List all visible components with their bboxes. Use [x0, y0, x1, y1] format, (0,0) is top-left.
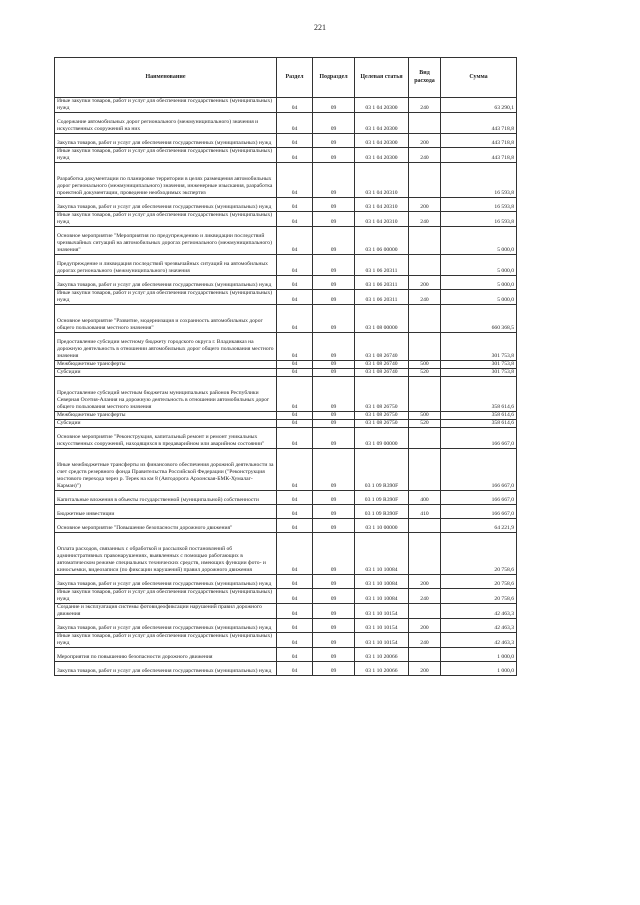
cell-summa: 5 000,0: [441, 276, 517, 290]
cell-statya: 03 1 04 20300: [355, 113, 409, 134]
cell-razdel: 04: [277, 533, 313, 575]
cell-podrazdel: 09: [313, 449, 355, 491]
cell-vid: [409, 255, 441, 276]
header-razdel: Раздел: [277, 58, 313, 98]
cell-razdel: 04: [277, 648, 313, 662]
cell-podrazdel: 09: [313, 428, 355, 449]
cell-statya: 03 1 10 20066: [355, 662, 409, 676]
cell-vid: 240: [409, 290, 441, 305]
cell-vid: [409, 648, 441, 662]
cell-summa: 42 463,3: [441, 619, 517, 633]
cell-vid: 200: [409, 134, 441, 148]
cell-statya: 03 1 10 20066: [355, 648, 409, 662]
cell-summa: 358 614,6: [441, 412, 517, 420]
cell-name: Закупка товаров, работ и услуг для обеспечения государственных (муниципальных) нужд: [55, 134, 277, 148]
cell-podrazdel: 09: [313, 305, 355, 333]
cell-vid: 520: [409, 369, 441, 377]
cell-razdel: 04: [277, 412, 313, 420]
cell-name: Иные межбюджетные трансферты из финансового обеспечения дорожной деятельности за счет средств резервного фонда Правительства Российской Федерации ("Реконструкция мостового перехода через р. Терек на км 8 (Автодорога Архонская-БМК-Хумалаг-Карман)"): [55, 449, 277, 491]
cell-vid: [409, 377, 441, 412]
table-row: [55, 377, 517, 412]
cell-name: Предоставление субсидий местным бюджетам муниципальных районов Республики Северная Осетия-Алания на дорожную деятельность в отношении автомобильных дорог общего пользования местного значения: [55, 377, 277, 412]
cell-vid: 240: [409, 212, 441, 227]
cell-podrazdel: 09: [313, 377, 355, 412]
cell-summa: 660 368,5: [441, 305, 517, 333]
cell-statya: 03 1 04 20300: [355, 98, 409, 113]
budget-table: [54, 57, 517, 676]
cell-summa: 5 000,0: [441, 227, 517, 255]
cell-summa: 443 718,8: [441, 134, 517, 148]
table-row: [55, 212, 517, 227]
table-row: [55, 113, 517, 134]
cell-summa: 166 667,0: [441, 491, 517, 505]
cell-statya: 03 1 04 20310: [355, 212, 409, 227]
cell-razdel: 04: [277, 333, 313, 361]
page-number: 221: [314, 23, 326, 32]
table-row: [55, 227, 517, 255]
cell-summa: 16 593,8: [441, 163, 517, 198]
cell-name: Предоставление субсидии местному бюджету городского округа г. Владикавказ на дорожную деятельность в отношении автомобильных дорог общего пользования местного значения: [55, 333, 277, 361]
cell-summa: 443 718,8: [441, 148, 517, 163]
cell-razdel: 04: [277, 505, 313, 519]
cell-podrazdel: 09: [313, 333, 355, 361]
cell-podrazdel: 09: [313, 533, 355, 575]
cell-summa: 301 753,8: [441, 369, 517, 377]
cell-podrazdel: 09: [313, 589, 355, 604]
cell-vid: 240: [409, 589, 441, 604]
cell-name: Оплата расходов, связанных с обработкой и рассылкой постановлений об административных правонарушениях, выявленных с помощью работающих в автоматическом режиме специальных технических средств, имеющих функции фото- и киносъемки, видеозаписи (по фиксации нарушений) правил дорожного движения: [55, 533, 277, 575]
cell-statya: 03 1 08 26750: [355, 377, 409, 412]
cell-statya: 03 1 10 00000: [355, 519, 409, 533]
cell-summa: 20 758,6: [441, 589, 517, 604]
cell-podrazdel: 09: [313, 148, 355, 163]
cell-statya: 03 1 08 26740: [355, 361, 409, 369]
cell-summa: 301 753,8: [441, 333, 517, 361]
cell-podrazdel: 09: [313, 276, 355, 290]
cell-vid: 240: [409, 633, 441, 648]
cell-razdel: 04: [277, 491, 313, 505]
cell-razdel: 04: [277, 255, 313, 276]
cell-podrazdel: 09: [313, 412, 355, 420]
cell-vid: [409, 428, 441, 449]
cell-razdel: 04: [277, 227, 313, 255]
table-row: [55, 519, 517, 533]
cell-statya: 03 1 08 26740: [355, 333, 409, 361]
cell-name: Иные закупки товаров, работ и услуг для обеспечения государственных (муниципальных) нужд: [55, 633, 277, 648]
table-row: [55, 305, 517, 333]
cell-podrazdel: 09: [313, 98, 355, 113]
table-row: [55, 163, 517, 198]
cell-statya: 03 1 10 10154: [355, 633, 409, 648]
cell-razdel: 04: [277, 198, 313, 212]
cell-statya: 03 1 06 00000: [355, 227, 409, 255]
header-podrazdel: Подраздел: [313, 58, 355, 98]
table-row: [55, 575, 517, 589]
cell-podrazdel: 09: [313, 648, 355, 662]
cell-podrazdel: 09: [313, 662, 355, 676]
cell-statya: 03 1 04 20310: [355, 198, 409, 212]
cell-vid: 200: [409, 662, 441, 676]
cell-name: Бюджетные инвестиции: [55, 505, 277, 519]
cell-summa: 166 667,0: [441, 449, 517, 491]
cell-vid: 200: [409, 619, 441, 633]
cell-podrazdel: 09: [313, 361, 355, 369]
table-row: [55, 255, 517, 276]
cell-statya: 03 1 10 10084: [355, 575, 409, 589]
cell-podrazdel: 09: [313, 619, 355, 633]
table-row: [55, 420, 517, 428]
cell-name: Содержание автомобильных дорог регионального (межмуниципального) значения и искусственных сооружений на них: [55, 113, 277, 134]
cell-name: Мероприятия по повышению безопасности дорожного движения: [55, 648, 277, 662]
cell-podrazdel: 09: [313, 227, 355, 255]
cell-vid: 400: [409, 491, 441, 505]
cell-summa: 5 000,0: [441, 290, 517, 305]
cell-vid: 200: [409, 198, 441, 212]
cell-summa: 20 758,6: [441, 575, 517, 589]
table-row: [55, 648, 517, 662]
table-row: [55, 633, 517, 648]
cell-statya: 03 1 06 20311: [355, 276, 409, 290]
cell-name: Межбюджетные трансферты: [55, 361, 277, 369]
table-row: [55, 198, 517, 212]
cell-summa: 42 463,3: [441, 604, 517, 619]
cell-name: Иные закупки товаров, работ и услуг для обеспечения государственных (муниципальных) нужд: [55, 148, 277, 163]
cell-statya: 03 1 04 20300: [355, 134, 409, 148]
cell-summa: 166 667,0: [441, 505, 517, 519]
cell-name: Предупреждение и ликвидация последствий чрезвычайных ситуаций на автомобильных дорогах регионального (межмуниципального) значения: [55, 255, 277, 276]
cell-summa: 443 718,8: [441, 113, 517, 134]
cell-razdel: 04: [277, 519, 313, 533]
cell-name: Субсидии: [55, 420, 277, 428]
cell-razdel: 04: [277, 604, 313, 619]
cell-summa: 166 667,0: [441, 428, 517, 449]
table-row: [55, 290, 517, 305]
cell-vid: 240: [409, 98, 441, 113]
cell-vid: [409, 533, 441, 575]
cell-statya: 03 1 04 20300: [355, 148, 409, 163]
cell-statya: 03 1 09 R390F: [355, 491, 409, 505]
cell-name: Капитальные вложения в объекты государственной (муниципальной) собственности: [55, 491, 277, 505]
cell-vid: [409, 449, 441, 491]
cell-podrazdel: 09: [313, 420, 355, 428]
cell-summa: 1 000,0: [441, 662, 517, 676]
table-row: [55, 662, 517, 676]
cell-statya: 03 1 09 00000: [355, 428, 409, 449]
table-body: [55, 98, 517, 676]
cell-razdel: 04: [277, 575, 313, 589]
cell-razdel: 04: [277, 589, 313, 604]
cell-vid: 520: [409, 420, 441, 428]
cell-statya: 03 1 06 20311: [355, 255, 409, 276]
cell-razdel: 04: [277, 276, 313, 290]
cell-podrazdel: 09: [313, 604, 355, 619]
cell-vid: 410: [409, 505, 441, 519]
cell-vid: [409, 519, 441, 533]
cell-summa: 63 290,1: [441, 98, 517, 113]
cell-podrazdel: 09: [313, 198, 355, 212]
header-statya: Целевая статья: [355, 58, 409, 98]
cell-podrazdel: 09: [313, 163, 355, 198]
table-row: [55, 361, 517, 369]
cell-summa: 5 000,0: [441, 255, 517, 276]
cell-statya: 03 1 10 10154: [355, 604, 409, 619]
cell-razdel: 04: [277, 428, 313, 449]
cell-vid: [409, 227, 441, 255]
cell-vid: 240: [409, 148, 441, 163]
cell-statya: 03 1 08 26740: [355, 369, 409, 377]
cell-name: Разработка документации по планировке территории в целях размещения автомобильных дорог регионального (межмуниципального) значения, инженерные изыскания, разработка проектной документации, проведение необходимых экспертиз: [55, 163, 277, 198]
cell-summa: 358 614,6: [441, 377, 517, 412]
table-row: [55, 491, 517, 505]
cell-razdel: 04: [277, 305, 313, 333]
cell-name: Основное мероприятие "Мероприятия по предупреждению и ликвидации последствий чрезвычайных ситуаций на автомобильных дорогах регионального (межмуниципального) значения": [55, 227, 277, 255]
cell-razdel: 04: [277, 377, 313, 412]
cell-podrazdel: 09: [313, 369, 355, 377]
cell-name: Закупка товаров, работ и услуг для обеспечения государственных (муниципальных) нужд: [55, 662, 277, 676]
cell-name: Межбюджетные трансферты: [55, 412, 277, 420]
table-row: [55, 428, 517, 449]
header-summa: Сумма: [441, 58, 517, 98]
cell-name: Закупка товаров, работ и услуг для обеспечения государственных (муниципальных) нужд: [55, 198, 277, 212]
table-row: [55, 276, 517, 290]
cell-statya: 03 1 08 26750: [355, 420, 409, 428]
cell-name: Субсидии: [55, 369, 277, 377]
table-row: [55, 533, 517, 575]
cell-summa: 20 758,6: [441, 533, 517, 575]
cell-vid: [409, 604, 441, 619]
cell-statya: 03 1 04 20310: [355, 163, 409, 198]
cell-vid: [409, 163, 441, 198]
header-name: Наименование: [55, 58, 277, 98]
cell-podrazdel: 09: [313, 212, 355, 227]
cell-name: Иные закупки товаров, работ и услуг для обеспечения государственных (муниципальных) нужд: [55, 290, 277, 305]
cell-name: Создание и эксплуатация системы фотовидеофиксации нарушений правил дорожного движения: [55, 604, 277, 619]
table-row: [55, 148, 517, 163]
cell-podrazdel: 09: [313, 519, 355, 533]
cell-summa: 358 614,6: [441, 420, 517, 428]
cell-razdel: 04: [277, 113, 313, 134]
cell-podrazdel: 09: [313, 491, 355, 505]
cell-podrazdel: 09: [313, 113, 355, 134]
table-header-row: [55, 58, 517, 98]
cell-vid: 200: [409, 575, 441, 589]
cell-statya: 03 1 08 00000: [355, 305, 409, 333]
cell-podrazdel: 09: [313, 290, 355, 305]
header-vid: Вид расхода: [409, 58, 441, 98]
cell-summa: 64 221,9: [441, 519, 517, 533]
cell-podrazdel: 09: [313, 134, 355, 148]
table-row: [55, 412, 517, 420]
table-row: [55, 369, 517, 377]
cell-vid: [409, 113, 441, 134]
cell-razdel: 04: [277, 619, 313, 633]
cell-summa: 42 463,3: [441, 633, 517, 648]
table-row: [55, 333, 517, 361]
cell-name: Иные закупки товаров, работ и услуг для обеспечения государственных (муниципальных) нужд: [55, 212, 277, 227]
cell-podrazdel: 09: [313, 255, 355, 276]
cell-name: Закупка товаров, работ и услуг для обеспечения государственных (муниципальных) нужд: [55, 619, 277, 633]
cell-razdel: 04: [277, 98, 313, 113]
cell-summa: 16 593,8: [441, 198, 517, 212]
cell-summa: 16 593,8: [441, 212, 517, 227]
cell-vid: 500: [409, 412, 441, 420]
table-row: [55, 604, 517, 619]
cell-razdel: 04: [277, 134, 313, 148]
cell-name: Иные закупки товаров, работ и услуг для обеспечения государственных (муниципальных) нужд: [55, 98, 277, 113]
cell-razdel: 04: [277, 662, 313, 676]
table-row: [55, 449, 517, 491]
cell-name: Основное мероприятие "Развитие, модернизация и сохранность автомобильных дорог общего пользования местного значения": [55, 305, 277, 333]
cell-razdel: 04: [277, 361, 313, 369]
cell-razdel: 04: [277, 369, 313, 377]
cell-podrazdel: 09: [313, 633, 355, 648]
cell-name: Основное мероприятие "Повышение безопасности дорожного движения": [55, 519, 277, 533]
cell-statya: 03 1 08 26750: [355, 412, 409, 420]
table-row: [55, 619, 517, 633]
cell-statya: 03 1 09 R390F: [355, 449, 409, 491]
cell-name: Основное мероприятие "Реконструкция, капитальный ремонт и ремонт уникальных искусственных сооружений, находящихся в предаварийном или аварийном состоянии": [55, 428, 277, 449]
cell-statya: 03 1 06 20311: [355, 290, 409, 305]
cell-razdel: 04: [277, 212, 313, 227]
cell-razdel: 04: [277, 148, 313, 163]
cell-razdel: 04: [277, 449, 313, 491]
cell-statya: 03 1 09 R390F: [355, 505, 409, 519]
cell-statya: 03 1 10 10154: [355, 619, 409, 633]
cell-podrazdel: 09: [313, 575, 355, 589]
cell-razdel: 04: [277, 633, 313, 648]
table-row: [55, 134, 517, 148]
cell-statya: 03 1 10 10084: [355, 589, 409, 604]
cell-summa: 301 753,8: [441, 361, 517, 369]
cell-summa: 1 000,0: [441, 648, 517, 662]
cell-razdel: 04: [277, 290, 313, 305]
cell-razdel: 04: [277, 420, 313, 428]
table-row: [55, 505, 517, 519]
table-row: [55, 589, 517, 604]
cell-name: Иные закупки товаров, работ и услуг для обеспечения государственных (муниципальных) нужд: [55, 589, 277, 604]
cell-razdel: 04: [277, 163, 313, 198]
cell-vid: [409, 333, 441, 361]
cell-vid: 500: [409, 361, 441, 369]
cell-name: Закупка товаров, работ и услуг для обеспечения государственных (муниципальных) нужд: [55, 276, 277, 290]
cell-name: Закупка товаров, работ и услуг для обеспечения государственных (муниципальных) нужд: [55, 575, 277, 589]
table-row: [55, 98, 517, 113]
cell-podrazdel: 09: [313, 505, 355, 519]
cell-statya: 03 1 10 10084: [355, 533, 409, 575]
cell-vid: 200: [409, 276, 441, 290]
cell-vid: [409, 305, 441, 333]
